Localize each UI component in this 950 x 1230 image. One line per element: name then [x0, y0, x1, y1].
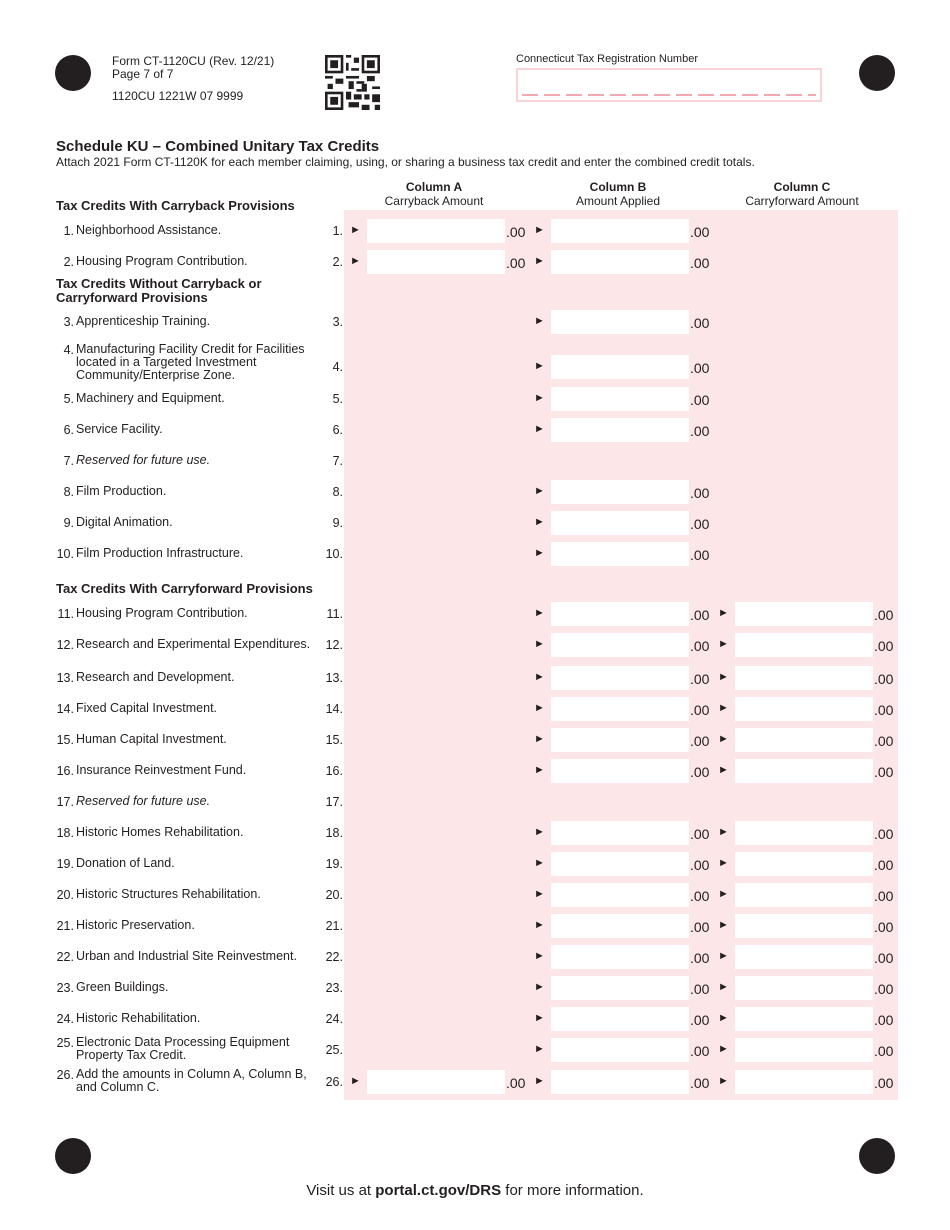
column-c-input[interactable]: [735, 697, 873, 721]
cents-label: .00: [690, 485, 710, 501]
cents-label: .00: [506, 1075, 526, 1091]
column-c-input[interactable]: [735, 976, 873, 1000]
column-b-input[interactable]: [551, 945, 689, 969]
column-b-input[interactable]: [551, 1038, 689, 1062]
registration-number-field[interactable]: [516, 68, 822, 102]
column-b-input[interactable]: [551, 666, 689, 690]
line-reference: 24.: [325, 1012, 343, 1026]
entry-arrow-icon: ►: [534, 1075, 545, 1087]
line-description: Service Facility.: [76, 422, 163, 436]
registration-mark-top-left: [55, 55, 91, 91]
line-number: 25.: [56, 1036, 74, 1050]
column-a-input[interactable]: [367, 250, 505, 274]
line-description: Fixed Capital Investment.: [76, 701, 218, 715]
line-description: Research and Experimental Expenditures.: [76, 637, 311, 651]
entry-arrow-icon: ►: [350, 224, 361, 236]
entry-arrow-icon: ►: [718, 981, 729, 993]
line-description: Donation of Land.: [76, 856, 175, 870]
line-reference: 19.: [325, 857, 343, 871]
cents-label: .00: [690, 702, 710, 718]
line-description: Reserved for future use.: [76, 453, 211, 467]
column-b-input[interactable]: [551, 633, 689, 657]
line-number: 16.: [56, 764, 74, 778]
entry-arrow-icon: ►: [534, 1012, 545, 1024]
line-reference: 1.: [332, 224, 343, 238]
line-reference: 3.: [332, 315, 343, 329]
registration-mark-bottom-right: [859, 1138, 895, 1174]
line-description: Green Buildings.: [76, 980, 169, 994]
column-c-input[interactable]: [735, 883, 873, 907]
cents-label: .00: [874, 733, 894, 749]
entry-arrow-icon: ►: [534, 392, 545, 404]
line-number: 4.: [63, 343, 74, 357]
column-c-input[interactable]: [735, 914, 873, 938]
column-c-input[interactable]: [735, 602, 873, 626]
cents-label: .00: [690, 1012, 710, 1028]
cents-label: .00: [506, 224, 526, 240]
column-b-input[interactable]: [551, 511, 689, 535]
form-id: Form CT-1120CU (Rev. 12/21): [112, 54, 275, 68]
line-number: 22.: [56, 950, 74, 964]
cents-label: .00: [690, 888, 710, 904]
cents-label: .00: [690, 764, 710, 780]
column-b-input[interactable]: [551, 1070, 689, 1094]
line-number: 15.: [56, 733, 74, 747]
section-no-carry: Tax Credits Without Carryback or Carryforward Provisions: [56, 276, 262, 305]
footer-suffix: for more information.: [501, 1182, 644, 1199]
column-b-input[interactable]: [551, 821, 689, 845]
entry-arrow-icon: ►: [534, 224, 545, 236]
registration-mark-top-right: [859, 55, 895, 91]
entry-arrow-icon: ►: [534, 919, 545, 931]
line-number: 20.: [56, 888, 74, 902]
section-carryback: Tax Credits With Carryback Provisions: [56, 198, 295, 213]
line-reference: 21.: [325, 919, 343, 933]
line-reference: 7.: [332, 454, 343, 468]
line-description: Insurance Reinvestment Fund.: [76, 763, 247, 777]
cents-label: .00: [506, 255, 526, 271]
entry-arrow-icon: ►: [534, 671, 545, 683]
line-reference: 23.: [325, 981, 343, 995]
entry-arrow-icon: ►: [534, 702, 545, 714]
footer-prefix: Visit us at: [306, 1182, 376, 1199]
footer: [0, 1182, 950, 1199]
entry-arrow-icon: ►: [718, 826, 729, 838]
column-b-input[interactable]: [551, 883, 689, 907]
entry-arrow-icon: ►: [534, 981, 545, 993]
line-number: 1.: [63, 224, 74, 238]
line-number: 17.: [56, 795, 74, 809]
column-c-input[interactable]: [735, 852, 873, 876]
line-number: 23.: [56, 981, 74, 995]
cents-label: .00: [690, 919, 710, 935]
column-b-input[interactable]: [551, 310, 689, 334]
cents-label: .00: [690, 981, 710, 997]
cents-label: .00: [690, 1043, 710, 1059]
column-b-name: Column B: [589, 180, 647, 194]
line-number: 18.: [56, 826, 74, 840]
column-c-input[interactable]: [735, 1038, 873, 1062]
line-reference: 11.: [326, 607, 343, 621]
line-number: 10.: [56, 547, 74, 561]
line-reference: 26.: [325, 1075, 343, 1089]
line-number: 5.: [63, 392, 74, 406]
line-description: Machinery and Equipment.: [76, 391, 225, 405]
line-number: 24.: [56, 1012, 74, 1026]
cents-label: .00: [690, 224, 710, 240]
column-b-input[interactable]: [551, 250, 689, 274]
line-reference: 16.: [325, 764, 343, 778]
entry-arrow-icon: ►: [534, 360, 545, 372]
cents-label: .00: [690, 423, 710, 439]
cents-label: .00: [690, 733, 710, 749]
entry-arrow-icon: ►: [718, 733, 729, 745]
entry-arrow-icon: ►: [718, 888, 729, 900]
entry-arrow-icon: ►: [718, 671, 729, 683]
line-number: 8.: [63, 485, 74, 499]
line-number: 26.: [56, 1068, 74, 1082]
column-a-sub: Carryback Amount: [384, 194, 484, 208]
line-reference: 25.: [325, 1043, 343, 1057]
entry-arrow-icon: ►: [718, 702, 729, 714]
line-reference: 18.: [325, 826, 343, 840]
cents-label: .00: [690, 671, 710, 687]
line-description: Neighborhood Assistance.: [76, 223, 222, 237]
line-reference: 6.: [332, 423, 343, 437]
entry-arrow-icon: ►: [534, 888, 545, 900]
column-b-input[interactable]: [551, 852, 689, 876]
entry-arrow-icon: ►: [534, 857, 545, 869]
line-number: 3.: [63, 315, 74, 329]
column-c-input[interactable]: [735, 759, 873, 783]
column-c-input[interactable]: [735, 1070, 873, 1094]
cents-label: .00: [690, 826, 710, 842]
cents-label: .00: [690, 255, 710, 271]
entry-arrow-icon: ►: [534, 733, 545, 745]
column-b-input[interactable]: [551, 728, 689, 752]
line-description: Electronic Data Processing Equipment Property Tax Credit.: [76, 1035, 290, 1062]
line-description: Historic Preservation.: [76, 918, 195, 932]
entry-arrow-icon: ►: [350, 1075, 361, 1087]
cents-label: .00: [690, 392, 710, 408]
entry-arrow-icon: ►: [350, 255, 361, 267]
line-reference: 10.: [325, 547, 343, 561]
entry-arrow-icon: ►: [534, 547, 545, 559]
entry-arrow-icon: ►: [534, 485, 545, 497]
entry-arrow-icon: ►: [718, 1075, 729, 1087]
entry-arrow-icon: ►: [718, 764, 729, 776]
cents-label: .00: [690, 1075, 710, 1091]
line-number: 19.: [56, 857, 74, 871]
column-c-input[interactable]: [735, 1007, 873, 1031]
entry-arrow-icon: ►: [718, 1012, 729, 1024]
line-description: Film Production.: [76, 484, 167, 498]
column-b-input[interactable]: [551, 602, 689, 626]
section-carryforward: Tax Credits With Carryforward Provisions: [56, 581, 313, 596]
column-b-input[interactable]: [551, 219, 689, 243]
line-number: 9.: [63, 516, 74, 530]
entry-arrow-icon: ►: [534, 1043, 545, 1055]
cents-label: .00: [874, 981, 894, 997]
entry-arrow-icon: ►: [534, 826, 545, 838]
digit-dashes: [522, 94, 816, 96]
column-c-header: [712, 180, 892, 208]
line-description: Film Production Infrastructure.: [76, 546, 244, 560]
entry-arrow-icon: ►: [534, 764, 545, 776]
line-reference: 2.: [332, 255, 343, 269]
page-number: Page 7 of 7: [112, 67, 174, 81]
column-b-header: [528, 180, 708, 208]
line-number: 13.: [56, 671, 74, 685]
line-description: Historic Structures Rehabilitation.: [76, 887, 261, 901]
line-description: Apprenticeship Training.: [76, 314, 211, 328]
line-reference: 5.: [332, 392, 343, 406]
column-b-input[interactable]: [551, 387, 689, 411]
line-number: 14.: [56, 702, 74, 716]
cents-label: .00: [690, 638, 710, 654]
line-description: Manufacturing Facility Credit for Facilities located in a Targeted Investment Community/Enterprise Zone.: [76, 342, 305, 382]
barcode-text: 1120CU 1221W 07 9999: [112, 89, 244, 103]
cents-label: .00: [874, 671, 894, 687]
line-description: Historic Homes Rehabilitation.: [76, 825, 244, 839]
schedule-instruction: Attach 2021 Form CT-1120K for each member claiming, using, or sharing a business tax credit and enter the combined credit totals.: [56, 155, 755, 169]
cents-label: .00: [690, 516, 710, 532]
cents-label: .00: [690, 315, 710, 331]
entry-arrow-icon: ►: [718, 638, 729, 650]
line-reference: 22.: [325, 950, 343, 964]
line-description: Urban and Industrial Site Reinvestment.: [76, 949, 297, 963]
cents-label: .00: [874, 638, 894, 654]
line-reference: 4.: [332, 360, 343, 374]
column-a-header: [344, 180, 524, 208]
line-description: Research and Development.: [76, 670, 235, 684]
line-description: Reserved for future use.: [76, 794, 211, 808]
column-c-input[interactable]: [735, 633, 873, 657]
column-a-input[interactable]: [367, 219, 505, 243]
column-c-input[interactable]: [735, 728, 873, 752]
line-number: 7.: [63, 454, 74, 468]
entry-arrow-icon: ►: [718, 919, 729, 931]
line-reference: 8.: [332, 485, 343, 499]
cents-label: .00: [874, 702, 894, 718]
entry-arrow-icon: ►: [534, 255, 545, 267]
cents-label: .00: [874, 764, 894, 780]
registration-number-label: Connecticut Tax Registration Number: [516, 53, 698, 65]
entry-arrow-icon: ►: [534, 638, 545, 650]
column-b-input[interactable]: [551, 480, 689, 504]
entry-arrow-icon: ►: [718, 607, 729, 619]
line-reference: 12.: [325, 638, 343, 652]
column-b-input[interactable]: [551, 914, 689, 938]
line-number: 11.: [57, 607, 74, 621]
cents-label: .00: [874, 857, 894, 873]
column-c-input[interactable]: [735, 821, 873, 845]
column-b-input[interactable]: [551, 1007, 689, 1031]
line-description: Digital Animation.: [76, 515, 173, 529]
line-description: Housing Program Contribution.: [76, 254, 248, 268]
column-c-sub: Carryforward Amount: [745, 194, 859, 208]
line-number: 2.: [63, 255, 74, 269]
line-reference: 20.: [325, 888, 343, 902]
qr-code-icon: [325, 55, 380, 110]
line-description: Add the amounts in Column A, Column B, and Column C.: [76, 1067, 307, 1094]
line-reference: 15.: [325, 733, 343, 747]
column-a-input[interactable]: [367, 1070, 505, 1094]
line-number: 21.: [56, 919, 74, 933]
cents-label: .00: [874, 1043, 894, 1059]
entry-arrow-icon: ►: [718, 950, 729, 962]
schedule-title: Schedule KU – Combined Unitary Tax Credits: [56, 138, 380, 155]
cents-label: .00: [874, 888, 894, 904]
column-b-input[interactable]: [551, 976, 689, 1000]
column-b-input[interactable]: [551, 759, 689, 783]
line-reference: 14.: [325, 702, 343, 716]
cents-label: .00: [874, 1012, 894, 1028]
line-reference: 17.: [325, 795, 343, 809]
entry-arrow-icon: ►: [534, 607, 545, 619]
registration-mark-bottom-left: [55, 1138, 91, 1174]
cents-label: .00: [690, 360, 710, 376]
cents-label: .00: [690, 857, 710, 873]
column-c-input[interactable]: [735, 945, 873, 969]
cents-label: .00: [874, 826, 894, 842]
cents-label: .00: [874, 1075, 894, 1091]
entry-arrow-icon: ►: [718, 1043, 729, 1055]
column-b-input[interactable]: [551, 542, 689, 566]
line-description: Human Capital Investment.: [76, 732, 227, 746]
entry-arrow-icon: ►: [534, 315, 545, 327]
cents-label: .00: [690, 547, 710, 563]
column-b-input[interactable]: [551, 418, 689, 442]
cents-label: .00: [874, 919, 894, 935]
column-b-input[interactable]: [551, 355, 689, 379]
cents-label: .00: [690, 607, 710, 623]
column-c-input[interactable]: [735, 666, 873, 690]
column-c-name: Column C: [773, 180, 831, 194]
cents-label: .00: [690, 950, 710, 966]
entry-arrow-icon: ►: [718, 857, 729, 869]
line-reference: 9.: [332, 516, 343, 530]
line-description: Housing Program Contribution.: [76, 606, 248, 620]
column-b-input[interactable]: [551, 697, 689, 721]
cents-label: .00: [874, 950, 894, 966]
column-a-name: Column A: [405, 180, 463, 194]
column-b-sub: Amount Applied: [575, 194, 661, 208]
line-number: 12.: [56, 638, 74, 652]
line-description: Historic Rehabilitation.: [76, 1011, 201, 1025]
cents-label: .00: [874, 607, 894, 623]
footer-link[interactable]: portal.ct.gov/DRS: [375, 1182, 502, 1199]
entry-arrow-icon: ►: [534, 423, 545, 435]
line-number: 6.: [63, 423, 74, 437]
line-reference: 13.: [325, 671, 343, 685]
entry-arrow-icon: ►: [534, 950, 545, 962]
entry-arrow-icon: ►: [534, 516, 545, 528]
